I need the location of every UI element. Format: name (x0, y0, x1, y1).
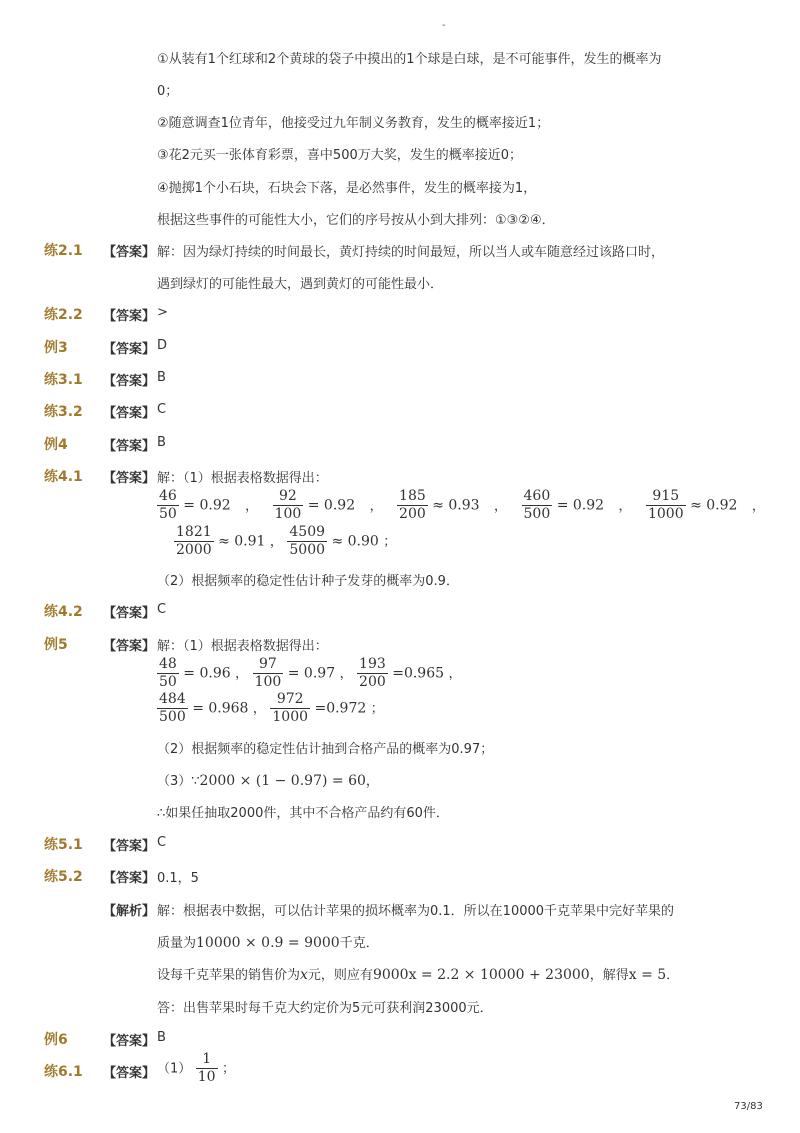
header-mark: - (442, 20, 446, 31)
fraction: $\frac{915}{1000}$ (647, 488, 684, 522)
e5-line-3: （3）∵2000 × (1 − 0.97) = 60， (157, 773, 379, 789)
l41-fraction-row-1: $\frac{46}{50}$ = 0.92 ， $\frac{92}{100}$ = 0.92 ， $\frac{185}{200}$ ≈ 0.93 ， $\frac{460}{500}$ = 0.92 ， $\frac{915}{1000}$ ≈ 0.92 ， (159, 488, 765, 522)
answer-tag: 【答案】 (103, 342, 156, 357)
item-label-e6: 例6 (44, 1032, 68, 1048)
item-label-l41: 练4.1 (44, 469, 83, 485)
e4-answer: B (157, 435, 166, 450)
l52-analysis-line-1: 解：根据表中数据，可以估计苹果的损坏概率为0.1．所以在10000千克苹果中完好苹果的 (157, 904, 675, 919)
page-number: 73/83 (734, 1101, 763, 1112)
fraction: $\frac{4509}{5000}$ (289, 524, 326, 558)
e5-line-1: 解：（1）根据表格数据得出： (157, 639, 328, 654)
intro-line-1: ①从装有1个红球和2个黄球的袋子中摸出的1个球是白球，是不可能事件，发生的概率为 (157, 52, 662, 67)
l52-analysis-line-4: 答：出售苹果时每千克大约定价为5元可获利润23000元． (157, 1001, 493, 1016)
fraction: $\frac{972}{1000}$ (272, 691, 309, 725)
e5-line-2: （2）根据频率的稳定性估计抽到合格产品的概率为0.97； (157, 742, 494, 757)
intro-line-6: 根据这些事件的可能性大小，它们的序号按从小到大排列：①③②④． (157, 213, 555, 228)
answer-tag: 【答案】 (103, 839, 156, 854)
l22-answer: > (157, 305, 168, 320)
item-label-l52: 练5.2 (44, 869, 83, 885)
e5-line-4: ∴如果任抽取2000件，其中不合格产品约有60件． (157, 806, 449, 821)
fraction: $\frac{460}{500}$ (523, 488, 551, 522)
fraction: $\frac{1}{10}$ (197, 1051, 216, 1085)
fraction: $\frac{1821}{2000}$ (176, 524, 212, 558)
item-label-l31: 练3.1 (44, 372, 83, 388)
l42-answer: C (157, 602, 167, 617)
fraction: $\frac{48}{50}$ (159, 656, 177, 690)
item-label-l21: 练2.1 (44, 243, 83, 259)
item-label-e4: 例4 (44, 437, 68, 453)
answer-tag: 【答案】 (103, 374, 156, 389)
l31-answer: B (157, 370, 166, 385)
fraction: $\frac{185}{200}$ (399, 488, 426, 522)
l41-fraction-row-2: $\frac{1821}{2000}$ ≈ 0.91 ， $\frac{4509}{5000}$ ≈ 0.90 ； (176, 524, 397, 558)
l41-line-1: 解：（1）根据表格数据得出： (157, 471, 328, 486)
e3-answer: D (157, 338, 168, 353)
l21-line-1: 解：因为绿灯持续的时间最长，黄灯持续的时间最短，所以当人或车随意经过该路口时， (157, 245, 665, 260)
l52-analysis-line-3: 设每千克苹果的销售价为x元，则应有9000x = 2.2 × 10000 + 23000，解得x = 5． (157, 967, 680, 983)
item-label-l42: 练4.2 (44, 604, 83, 620)
item-label-l51: 练5.1 (44, 837, 83, 853)
e5-fraction-row-1: $\frac{48}{50}$ = 0.96 ， $\frac{97}{100}$ = 0.97 ， $\frac{193}{200}$ =0.965 ， (159, 656, 462, 690)
fraction: $\frac{193}{200}$ (359, 656, 386, 690)
answer-tag: 【答案】 (103, 406, 156, 421)
answer-tag: 【答案】 (103, 309, 156, 324)
item-label-l22: 练2.2 (44, 307, 83, 323)
answer-tag: 【答案】 (103, 439, 156, 454)
answer-tag: 【答案】 (103, 1034, 156, 1049)
item-label-l61: 练6.1 (44, 1064, 83, 1080)
intro-line-3: ②随意调查1位青年，他接受过九年制义务教育，发生的概率接近1； (157, 116, 550, 131)
answer-tag: 【答案】 (103, 871, 156, 886)
analysis-tag: 【解析】 (103, 904, 156, 919)
l41-line-2: （2）根据频率的稳定性估计种子发芽的概率为0.9． (157, 574, 459, 589)
fraction: $\frac{92}{100}$ (274, 488, 302, 522)
answer-tag: 【答案】 (103, 245, 156, 260)
l61-answer: （1） $\frac{1}{10}$ ； (157, 1051, 236, 1085)
e6-answer: B (157, 1030, 166, 1045)
answer-tag: 【答案】 (103, 606, 156, 621)
e5-fraction-row-2: $\frac{484}{500}$ = 0.968 ， $\frac{972}{1000}$ =0.972 ； (159, 691, 384, 725)
l52-answer: 0.1，5 (157, 871, 199, 886)
intro-line-2: 0； (157, 84, 179, 99)
answer-tag: 【答案】 (103, 471, 156, 486)
intro-line-4: ③花2元买一张体育彩票，喜中500万大奖，发生的概率接近0； (157, 148, 523, 163)
answer-tag: 【答案】 (103, 639, 156, 654)
l32-answer: C (157, 402, 167, 417)
fraction: $\frac{46}{50}$ (159, 488, 177, 522)
fraction: $\frac{97}{100}$ (254, 656, 282, 690)
item-label-l32: 练3.2 (44, 404, 83, 420)
intro-line-5: ④抛掷1个小石块，石块会下落，是必然事件，发生的概率接为1， (157, 181, 537, 196)
item-label-e5: 例5 (44, 637, 68, 653)
answer-tag: 【答案】 (103, 1066, 156, 1081)
l21-line-2: 遇到绿灯的可能性最大，遇到黄灯的可能性最小． (157, 277, 444, 292)
item-label-e3: 例3 (44, 340, 68, 356)
l52-analysis-line-2: 质量为10000 × 0.9 = 9000千克． (157, 935, 379, 951)
fraction: $\frac{484}{500}$ (159, 691, 186, 725)
l51-answer: C (157, 835, 167, 850)
